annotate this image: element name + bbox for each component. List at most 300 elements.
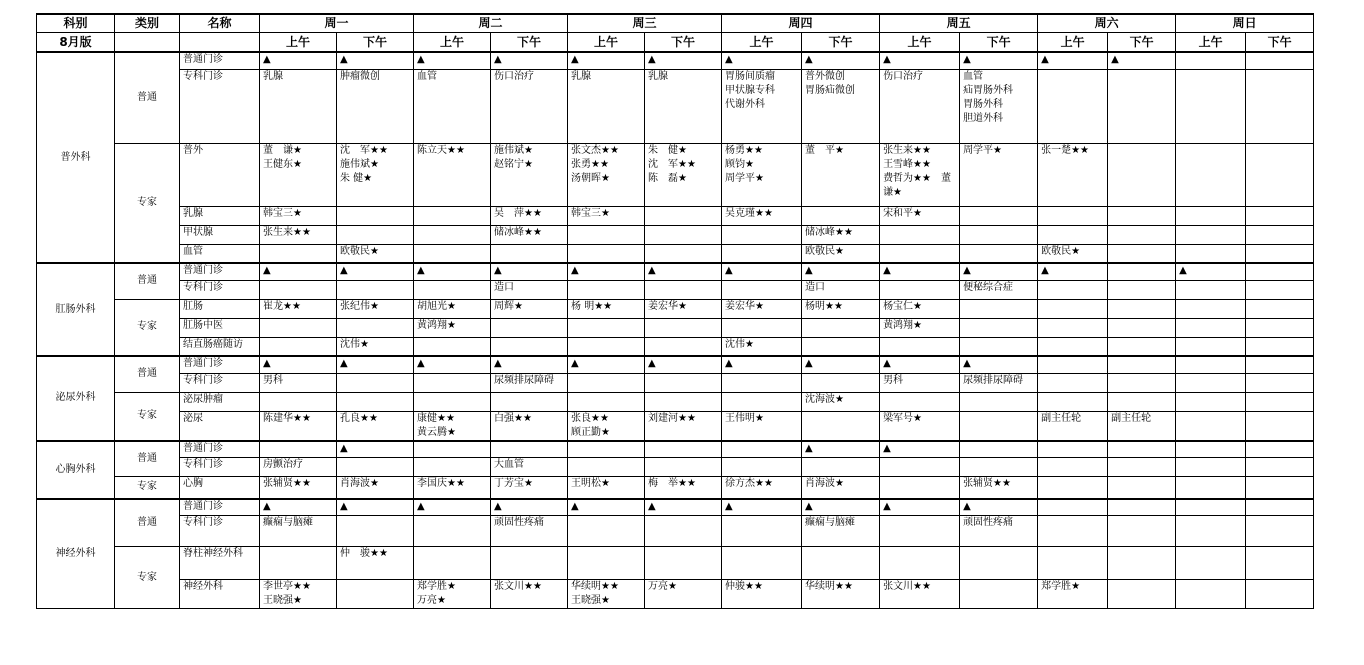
schedule-cell: [491, 69, 568, 143]
schedule-cell: [260, 441, 337, 458]
schedule-cell: [337, 225, 414, 244]
schedule-cell: [880, 516, 960, 547]
schedule-cell: [645, 580, 722, 609]
doctor-entry: 男科: [883, 374, 904, 386]
schedule-cell: [1246, 580, 1314, 609]
schedule-cell: [1246, 225, 1314, 244]
schedule-cell: [414, 225, 491, 244]
doctor-entry: 伤口治疗: [883, 70, 924, 82]
doctor-entry: 张一楚★★: [1041, 144, 1090, 156]
doctor-entry: 顽固性疼痛: [963, 517, 1014, 528]
schedule-cell: [645, 458, 722, 477]
schedule-cell: [1246, 206, 1314, 225]
doctor-entry: 胃肠疝微创: [805, 84, 856, 96]
schedule-cell: [337, 441, 414, 458]
schedule-cell: [568, 280, 645, 299]
schedule-cell: [722, 441, 802, 458]
schedule-cell: [260, 547, 337, 580]
schedule-cell: [1108, 280, 1176, 299]
schedule-row: [37, 299, 1314, 318]
doctor-entry: 朱 健★: [648, 144, 687, 156]
day-header-fri: 周五: [880, 14, 1038, 32]
schedule-cell: [645, 69, 722, 143]
schedule-cell: [960, 299, 1038, 318]
schedule-cell: [802, 244, 880, 263]
doctor-entry: 癫痫与脑瘫: [805, 517, 856, 528]
clinic-name: 专科门诊: [180, 69, 260, 143]
schedule-cell: [1108, 441, 1176, 458]
schedule-cell: [880, 441, 960, 458]
doctor-entry: 张辅贤★★: [963, 478, 1011, 489]
schedule-cell: [1038, 392, 1108, 411]
doctor-entry: 张辅贤★★: [263, 478, 311, 489]
schedule-cell: [568, 477, 645, 499]
doctor-entry: 沈伟★: [725, 338, 755, 350]
doctor-entry: 张勇★★: [571, 158, 609, 170]
doctor-entry: 董 平★: [805, 144, 845, 156]
doctor-entry: 刘建河★★: [648, 412, 696, 424]
schedule-cell: [1246, 244, 1314, 263]
schedule-cell: [491, 547, 568, 580]
schedule-cell: [1176, 392, 1246, 411]
schedule-cell: [568, 263, 645, 280]
schedule-cell: [337, 143, 414, 206]
clinic-name: 专科门诊: [180, 373, 260, 392]
schedule-cell: [568, 143, 645, 206]
clinic-name: 肛肠: [180, 299, 260, 318]
schedule-cell: [722, 392, 802, 411]
schedule-cell: [802, 69, 880, 143]
pm-header: 下午: [645, 32, 722, 52]
doctor-entry: 杨明★★: [805, 300, 843, 312]
schedule-cell: [260, 318, 337, 337]
doctor-entry: 华续明★★: [805, 581, 853, 592]
am-header: 上午: [414, 32, 491, 52]
schedule-cell: [568, 392, 645, 411]
schedule-cell: [491, 516, 568, 547]
schedule-cell: [960, 244, 1038, 263]
schedule-cell: [414, 580, 491, 609]
schedule-cell: [1176, 458, 1246, 477]
schedule-cell: [1246, 458, 1314, 477]
schedule-cell: [880, 52, 960, 69]
doctor-entry: 李世亭★★: [263, 581, 311, 592]
doctor-entry: 施伟斌★: [340, 158, 379, 170]
schedule-cell: [260, 356, 337, 373]
triangle-icon: ▲: [571, 500, 579, 512]
doctor-entry: 疝胃肠外科: [963, 84, 1014, 96]
day-header-tue: 周二: [414, 14, 568, 32]
schedule-cell: [491, 244, 568, 263]
schedule-cell: [1246, 52, 1314, 69]
schedule-cell: [260, 225, 337, 244]
doctor-entry: 郑学胜★: [1041, 581, 1081, 592]
doctor-entry: 尿频排尿障碍: [494, 374, 555, 386]
schedule-cell: [337, 499, 414, 516]
schedule-cell: [414, 499, 491, 516]
am-header: 上午: [568, 32, 645, 52]
triangle-icon: ▲: [263, 358, 271, 369]
schedule-cell: [1038, 52, 1108, 69]
schedule-cell: [414, 458, 491, 477]
schedule-cell: [722, 318, 802, 337]
doctor-entry: 陈 磊★: [648, 172, 687, 184]
schedule-cell: [1176, 280, 1246, 299]
doctor-entry: 吴 萍★★: [494, 207, 542, 219]
schedule-cell: [645, 392, 722, 411]
schedule-cell: [337, 411, 414, 441]
doctor-entry: 乳腺: [648, 70, 669, 82]
schedule-cell: [1038, 373, 1108, 392]
doctor-entry: 韩宝三★: [263, 207, 302, 219]
schedule-cell: [568, 441, 645, 458]
schedule-cell: [1176, 337, 1246, 356]
schedule-cell: [802, 580, 880, 609]
schedule-cell: [568, 516, 645, 547]
doctor-entry: 汤朝晖★: [571, 172, 610, 184]
category-type: 专家: [115, 392, 180, 441]
doctor-entry: 崔龙★★: [263, 300, 301, 312]
schedule-cell: [802, 337, 880, 356]
triangle-icon: ▲: [263, 265, 271, 276]
doctor-entry: 普外微创: [805, 70, 846, 82]
schedule-cell: [1038, 516, 1108, 547]
doctor-entry: 施伟斌★: [494, 144, 533, 156]
schedule-cell: [491, 392, 568, 411]
schedule-cell: [1038, 69, 1108, 143]
schedule-cell: [491, 206, 568, 225]
schedule-cell: [645, 337, 722, 356]
schedule-cell: [337, 337, 414, 356]
schedule-cell: [1038, 244, 1108, 263]
doctor-entry: 造口: [494, 281, 515, 293]
schedule-cell: [491, 280, 568, 299]
triangle-icon: ▲: [417, 358, 425, 369]
doctor-entry: 韩宝三★: [571, 207, 610, 219]
doctor-entry: 沈海波★: [805, 393, 845, 405]
schedule-cell: [722, 411, 802, 441]
doctor-entry: 周辉★: [494, 300, 523, 312]
doctor-entry: 朱 健★: [340, 172, 373, 184]
schedule-cell: [960, 477, 1038, 499]
schedule-cell: [568, 244, 645, 263]
schedule-cell: [722, 580, 802, 609]
doctor-entry: 白强★★: [494, 412, 532, 424]
schedule-cell: [260, 206, 337, 225]
schedule-cell: [1176, 373, 1246, 392]
schedule-cell: [491, 411, 568, 441]
triangle-icon: ▲: [340, 265, 348, 276]
schedule-cell: [414, 263, 491, 280]
schedule-cell: [491, 458, 568, 477]
schedule-cell: [491, 337, 568, 356]
schedule-cell: [337, 516, 414, 547]
empty-header-cell: [115, 32, 180, 52]
schedule-cell: [568, 206, 645, 225]
doctor-entry: 伤口治疗: [494, 70, 535, 82]
doctor-entry: 代谢外科: [725, 98, 766, 110]
doctor-entry: 郑学胜★: [417, 581, 456, 592]
clinic-name: 专科门诊: [180, 280, 260, 299]
doctor-entry: 费哲为★★ 董: [883, 172, 951, 184]
schedule-cell: [722, 280, 802, 299]
schedule-cell: [802, 458, 880, 477]
doctor-entry: 徐方杰★★: [725, 478, 773, 489]
doctor-entry: 乳腺: [571, 70, 592, 82]
schedule-row: [37, 337, 1314, 356]
schedule-row: [37, 516, 1314, 547]
category-type: 专家: [115, 547, 180, 609]
doctor-entry: 肿瘤微创: [340, 70, 380, 82]
schedule-cell: [645, 318, 722, 337]
schedule-cell: [960, 499, 1038, 516]
schedule-cell: [1038, 356, 1108, 373]
schedule-cell: [414, 143, 491, 206]
am-header: 上午: [260, 32, 337, 52]
triangle-icon: ▲: [805, 54, 813, 65]
clinic-name: 甲状腺: [180, 225, 260, 244]
schedule-cell: [337, 69, 414, 143]
schedule-cell: [802, 52, 880, 69]
doctor-entry: 王晓强★: [263, 595, 302, 606]
schedule-cell: [880, 411, 960, 441]
triangle-icon: ▲: [963, 265, 971, 276]
schedule-cell: [414, 318, 491, 337]
schedule-row: [37, 373, 1314, 392]
triangle-icon: ▲: [963, 54, 971, 65]
clinic-name: 专科门诊: [180, 458, 260, 477]
schedule-cell: [1246, 516, 1314, 547]
schedule-cell: [1038, 441, 1108, 458]
department-name: 神经外科: [37, 499, 115, 609]
doctor-entry: 宋和平★: [883, 207, 923, 219]
triangle-icon: ▲: [725, 54, 733, 65]
triangle-icon: ▲: [805, 265, 813, 276]
doctor-entry: 康健★★: [417, 412, 455, 424]
schedule-cell: [802, 516, 880, 547]
schedule-cell: [645, 411, 722, 441]
schedule-cell: [1176, 441, 1246, 458]
doctor-entry: 张文杰★★: [571, 144, 619, 156]
schedule-cell: [960, 225, 1038, 244]
schedule-cell: [880, 244, 960, 263]
schedule-cell: [645, 516, 722, 547]
day-header-mon: 周一: [260, 14, 414, 32]
doctor-entry: 造口: [805, 281, 826, 293]
doctor-entry: 乳腺: [263, 70, 283, 82]
schedule-cell: [802, 441, 880, 458]
triangle-icon: ▲: [883, 500, 891, 512]
schedule-cell: [1108, 263, 1176, 280]
schedule-cell: [722, 244, 802, 263]
triangle-icon: ▲: [494, 358, 502, 369]
doctor-entry: 顾钧★: [725, 158, 755, 170]
doctor-entry: 梅 举★★: [648, 478, 696, 489]
department-name: 心胸外科: [37, 441, 115, 499]
schedule-cell: [1108, 580, 1176, 609]
doctor-entry: 便秘综合症: [963, 281, 1014, 293]
clinic-name: 乳腺: [180, 206, 260, 225]
schedule-cell: [960, 206, 1038, 225]
clinic-name: 血管: [180, 244, 260, 263]
schedule-cell: [880, 263, 960, 280]
schedule-cell: [1246, 337, 1314, 356]
doctor-entry: 丁芳宝★: [494, 478, 533, 489]
schedule-cell: [568, 458, 645, 477]
am-header: 上午: [722, 32, 802, 52]
schedule-cell: [1108, 547, 1176, 580]
day-header-thu: 周四: [722, 14, 880, 32]
schedule-row: [37, 280, 1314, 299]
schedule-cell: [260, 516, 337, 547]
schedule-cell: [260, 69, 337, 143]
schedule-cell: [645, 499, 722, 516]
schedule-cell: [414, 516, 491, 547]
schedule-cell: [722, 458, 802, 477]
schedule-cell: [568, 52, 645, 69]
pm-header: 下午: [1246, 32, 1314, 52]
schedule-cell: [1108, 225, 1176, 244]
schedule-cell: [260, 373, 337, 392]
doctor-entry: 肖海波★: [805, 478, 845, 489]
triangle-icon: ▲: [340, 500, 348, 512]
doctor-entry: 沈 军★★: [648, 158, 696, 170]
schedule-cell: [1108, 69, 1176, 143]
schedule-cell: [880, 477, 960, 499]
schedule-cell: [1108, 299, 1176, 318]
edition-label: 8月版: [37, 32, 115, 52]
schedule-cell: [1038, 477, 1108, 499]
schedule-cell: [1176, 580, 1246, 609]
clinic-name: 普通门诊: [180, 263, 260, 280]
schedule-cell: [802, 499, 880, 516]
schedule-cell: [960, 69, 1038, 143]
schedule-cell: [491, 318, 568, 337]
day-header-sun: 周日: [1176, 14, 1314, 32]
schedule-cell: [414, 411, 491, 441]
doctor-entry: 张生来★★: [883, 144, 931, 156]
schedule-cell: [722, 547, 802, 580]
schedule-cell: [1176, 477, 1246, 499]
schedule-cell: [491, 373, 568, 392]
doctor-entry: 储冰峰★★: [805, 226, 853, 238]
schedule-cell: [337, 244, 414, 263]
schedule-row: [37, 392, 1314, 411]
category-type: 普通: [115, 356, 180, 392]
doctor-entry: 顾正勤★: [571, 426, 610, 438]
schedule-cell: [1038, 580, 1108, 609]
schedule-cell: [414, 547, 491, 580]
schedule-cell: [645, 373, 722, 392]
schedule-cell: [491, 477, 568, 499]
schedule-cell: [1038, 318, 1108, 337]
schedule-cell: [960, 318, 1038, 337]
schedule-cell: [802, 477, 880, 499]
clinic-name: 结直肠癌随访: [180, 337, 260, 356]
schedule-cell: [414, 299, 491, 318]
category-type: 专家: [115, 477, 180, 499]
doctor-entry: 吴克瑾★★: [725, 207, 773, 219]
schedule-cell: [880, 373, 960, 392]
doctor-entry: 顽固性疼痛: [494, 517, 545, 528]
schedule-cell: [491, 52, 568, 69]
schedule-cell: [1108, 392, 1176, 411]
department-name: 普外科: [37, 52, 115, 263]
schedule-cell: [1176, 356, 1246, 373]
schedule-cell: [1038, 337, 1108, 356]
doctor-entry: 王健东★: [263, 158, 302, 170]
doctor-entry: 张文川★★: [883, 581, 931, 592]
doctor-entry: 血管: [963, 70, 984, 82]
schedule-cell: [722, 143, 802, 206]
schedule-cell: [1176, 244, 1246, 263]
schedule-cell: [1176, 69, 1246, 143]
doctor-entry: 张文川★★: [494, 581, 542, 592]
schedule-cell: [960, 373, 1038, 392]
clinic-name: 神经外科: [180, 580, 260, 609]
category-type: 普通: [115, 263, 180, 299]
department-name: 泌尿外科: [37, 356, 115, 441]
schedule-row: [37, 143, 1314, 206]
schedule-cell: [802, 263, 880, 280]
schedule-cell: [491, 441, 568, 458]
schedule-cell: [337, 206, 414, 225]
schedule-cell: [1038, 143, 1108, 206]
schedule-cell: [880, 225, 960, 244]
schedule-cell: [802, 280, 880, 299]
schedule-cell: [1108, 143, 1176, 206]
schedule-cell: [1246, 263, 1314, 280]
doctor-entry: 李国庆★★: [417, 478, 465, 489]
triangle-icon: ▲: [648, 358, 656, 369]
schedule-cell: [722, 206, 802, 225]
schedule-cell: [960, 356, 1038, 373]
schedule-cell: [337, 458, 414, 477]
schedule-row: [37, 263, 1314, 280]
schedule-cell: [1246, 143, 1314, 206]
schedule-cell: [1108, 356, 1176, 373]
doctor-entry: 杨 明★★: [571, 300, 613, 312]
triangle-icon: ▲: [725, 358, 733, 369]
triangle-icon: ▲: [417, 500, 425, 512]
schedule-cell: [1176, 411, 1246, 441]
schedule-cell: [337, 356, 414, 373]
schedule-cell: [880, 337, 960, 356]
triangle-icon: ▲: [648, 500, 656, 512]
schedule-cell: [1246, 411, 1314, 441]
schedule-cell: [880, 318, 960, 337]
doctor-entry: 沈伟★: [340, 338, 369, 350]
schedule-cell: [880, 356, 960, 373]
doctor-entry: 华续明★★: [571, 581, 619, 592]
doctor-entry: 王明松★: [571, 478, 610, 489]
doctor-entry: 谦★: [883, 186, 903, 198]
schedule-cell: [722, 337, 802, 356]
schedule-cell: [960, 392, 1038, 411]
schedule-cell: [491, 499, 568, 516]
schedule-cell: [1108, 52, 1176, 69]
clinic-name: 心胸: [180, 477, 260, 499]
schedule-cell: [337, 299, 414, 318]
schedule-cell: [414, 337, 491, 356]
schedule-cell: [568, 299, 645, 318]
doctor-entry: 周学平★: [725, 172, 765, 184]
triangle-icon: ▲: [340, 442, 348, 454]
schedule-cell: [491, 263, 568, 280]
schedule-cell: [260, 299, 337, 318]
schedule-cell: [337, 580, 414, 609]
outpatient-schedule-table: [36, 13, 1314, 609]
